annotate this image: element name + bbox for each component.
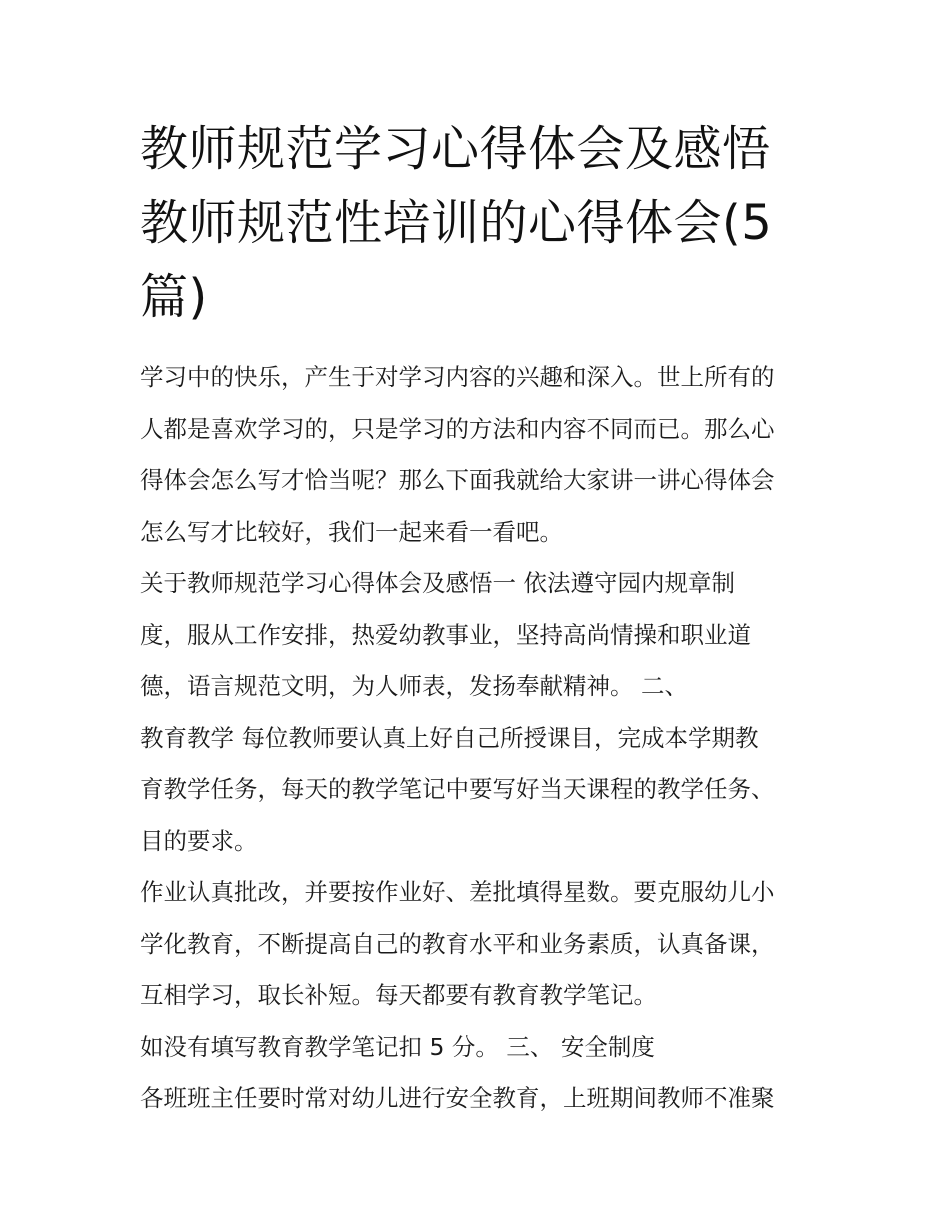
title-line-2: 教师规范性培训的心得体会(5 bbox=[140, 195, 773, 251]
title-line-3: 篇) bbox=[140, 269, 208, 325]
body-line: 各班班主任要时常对幼儿进行安全教育，上班期间教师不准聚 bbox=[140, 1084, 775, 1112]
body-line: 教育教学 每位教师要认真上好自己所授课目，完成本学期教 bbox=[140, 723, 759, 752]
body-line: 德，语言规范文明，为人师表，发扬奉献精神。 二、 bbox=[140, 672, 688, 700]
document-body bbox=[140, 352, 830, 1125]
body-line: 学化教育，不断提高自己的教育水平和业务素质，认真备课， bbox=[140, 929, 775, 958]
body-line: 得体会怎么写才恰当呢？那么下面我就给大家讲一讲心得体会 bbox=[140, 466, 775, 494]
body-line: 育教学任务，每天的教学笔记中要写好当天课程的教学任务、 bbox=[140, 775, 775, 803]
body-line: 关于教师规范学习心得体会及感悟一 依法遵守园内规章制 bbox=[140, 569, 735, 597]
body-line: 怎么写才比较好，我们一起来看一看吧。 bbox=[140, 517, 563, 546]
title-line-1: 教师规范学习心得体会及感悟 bbox=[140, 121, 771, 177]
body-line: 作业认真批改，并要按作业好、差批填得星数。要克服幼儿小 bbox=[140, 878, 775, 906]
body-line: 互相学习，取长补短。每天都要有教育教学笔记。 bbox=[140, 981, 657, 1009]
body-line: 度，服从工作安排，热爱幼教事业，坚持高尚情操和职业道 bbox=[140, 620, 751, 649]
document-title bbox=[140, 112, 820, 334]
body-line: 目的要求。 bbox=[140, 826, 258, 855]
body-line: 如没有填写教育教学笔记扣 5 分。 三、 安全制度 bbox=[140, 1032, 655, 1061]
body-line: 学习中的快乐，产生于对学习内容的兴趣和深入。世上所有的 bbox=[140, 363, 775, 391]
body-line: 人都是喜欢学习的，只是学习的方法和内容不同而已。那么心 bbox=[140, 414, 775, 443]
